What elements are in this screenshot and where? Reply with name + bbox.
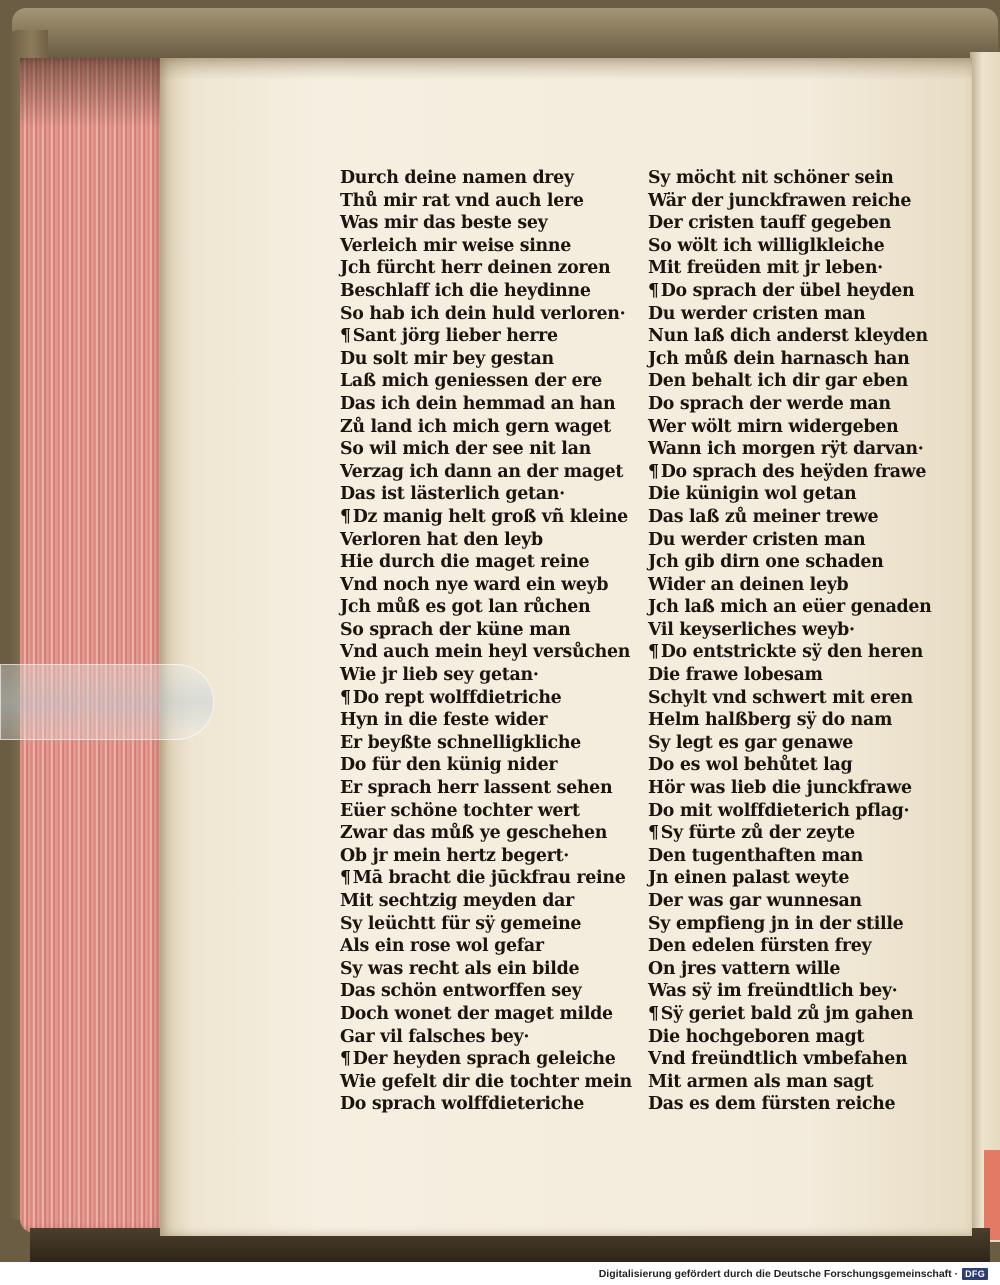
verse-text: Sy fürte zů der zeyte [660, 823, 855, 844]
verse-text: Sant jörg lieber herre [352, 326, 558, 347]
verse-line [340, 732, 640, 755]
verse-line [648, 506, 938, 529]
verse-line [340, 777, 640, 800]
verse-text: Sy was recht als ein bilde [340, 958, 580, 979]
verse-text: Verzag ich dann an der maget [340, 461, 624, 482]
verse-line [340, 574, 640, 597]
verse-text: Die künigin wol getan [648, 484, 857, 505]
verse-text: Jch můß dein harnasch han [648, 348, 910, 369]
verse-text: Verleich mir weise sinne [340, 235, 572, 256]
verse-text: Sy möcht nit schöner sein [648, 168, 894, 188]
verse-line [340, 551, 640, 574]
paragraph-mark-icon: ¶ [648, 823, 659, 844]
verse-line [340, 416, 640, 439]
page-edges [20, 58, 168, 1233]
verse-text: So wölt ich williglkleiche [648, 235, 885, 256]
verse-line [340, 913, 640, 936]
verse-text: Was sÿ im freündtlich bey· [648, 981, 898, 1002]
verse-line [340, 325, 640, 348]
verse-text: So sprach der küne man [340, 619, 571, 640]
verse-line [340, 641, 640, 664]
verse-line [648, 958, 938, 981]
verse-line [648, 393, 938, 416]
verse-line [340, 1003, 640, 1026]
verse-text: Gar vil falsches bey· [340, 1026, 530, 1047]
verse-text: Mit armen als man sagt [648, 1071, 874, 1092]
verse-line [648, 1071, 938, 1094]
verse-text: Laß mich geniessen der ere [340, 371, 602, 392]
verse-line [648, 709, 938, 732]
verse-text: Du solt mir bey gestan [340, 348, 554, 369]
verse-text: Das schön entworffen sey [340, 981, 582, 1002]
verse-text: Wie jr lieb sey getan· [340, 665, 539, 686]
verse-line [648, 822, 938, 845]
verse-line [648, 348, 938, 371]
verse-text: Du werder cristen man [648, 529, 866, 550]
verse-line [340, 280, 640, 303]
verse-text: Beschlaff ich die heydinne [340, 280, 591, 301]
verse-text: Den edelen fürsten frey [648, 936, 872, 957]
verse-text: Do sprach der werde man [648, 393, 891, 414]
digitization-credit [599, 1266, 988, 1282]
verse-text: Mā bracht die jūckfrau reine [352, 868, 626, 889]
verse-text: Nun laß dich anderst kleyden [648, 326, 928, 347]
verse-text: Wie gefelt dir die tochter mein [340, 1071, 632, 1092]
verse-line [648, 935, 938, 958]
verse-text: Er sprach herr lassent sehen [340, 778, 613, 799]
verse-line [340, 1071, 640, 1094]
text-column-left [340, 167, 640, 1116]
verse-line [340, 619, 640, 642]
verse-text: Der cristen tauff gegeben [648, 213, 892, 234]
verse-line [648, 777, 938, 800]
verse-text: Do sprach des heÿden frawe [660, 461, 927, 482]
verse-text: Der was gar wunnesan [648, 891, 862, 911]
verse-text: Das es dem fürsten reiche [648, 1094, 896, 1115]
verse-text: Mit freüden mit jr leben· [648, 258, 883, 279]
verse-text: Sy legt es gar genawe [648, 732, 854, 753]
verse-line [340, 664, 640, 687]
verse-text: Zů land ich mich gern waget [340, 416, 611, 437]
verse-line [648, 980, 938, 1003]
verse-line [340, 596, 640, 619]
verse-line [648, 1003, 938, 1026]
verse-line [340, 438, 640, 461]
verse-line [648, 551, 938, 574]
verse-text: Du werder cristen man [648, 303, 866, 324]
page-weight [0, 664, 214, 740]
verse-line [648, 687, 938, 710]
verse-line [648, 257, 938, 280]
verse-line [340, 303, 640, 326]
verse-text: Do mit wolffdieterich pflag· [648, 800, 910, 821]
verse-line [340, 800, 640, 823]
verse-line [648, 619, 938, 642]
verse-line [340, 1093, 640, 1116]
verse-text: Den tugenthaften man [648, 845, 863, 866]
verse-text: Dz manig helt groß vñ kleine [352, 506, 628, 527]
verse-line [648, 303, 938, 326]
verse-line [648, 1048, 938, 1071]
paragraph-mark-icon: ¶ [648, 280, 659, 301]
verse-line [340, 461, 640, 484]
verse-text: Do sprach wolffdieteriche [340, 1094, 585, 1115]
verse-text: Als ein rose wol gefar [340, 936, 544, 957]
verse-text: Sy leüchtt für sÿ gemeine [340, 913, 582, 934]
verse-text: Das laß zů meiner trewe [648, 506, 879, 527]
verse-text: On jres vattern wille [648, 958, 841, 979]
verse-text: Do es wol behůtet lag [648, 755, 853, 776]
verse-line [340, 483, 640, 506]
verse-text: Jch můß es got lan růchen [340, 597, 591, 618]
verse-line [648, 754, 938, 777]
verse-line [648, 212, 938, 235]
paragraph-mark-icon: ¶ [648, 1003, 659, 1024]
verse-text: Ob jr mein hertz begert· [340, 845, 569, 866]
verse-text: Hie durch die maget reine [340, 552, 590, 573]
verse-line [340, 1048, 640, 1071]
verse-text: Jch laß mich an eüer genaden [648, 597, 932, 618]
verse-line [648, 483, 938, 506]
verse-text: Das ist lästerlich getan· [340, 484, 565, 505]
verse-text: Doch wonet der maget milde [340, 1003, 613, 1024]
verse-line [648, 641, 938, 664]
verse-line [340, 257, 640, 280]
verse-line [340, 867, 640, 890]
verse-line [648, 167, 938, 190]
facing-page-edge [970, 52, 1000, 1242]
verse-text: Durch deine namen drey [340, 168, 574, 188]
verse-text: Do für den künig nider [340, 755, 558, 776]
verse-line [340, 845, 640, 868]
verse-text: Do sprach der übel heyden [660, 280, 915, 301]
verse-line [648, 370, 938, 393]
paragraph-mark-icon: ¶ [648, 461, 659, 482]
verse-line [648, 529, 938, 552]
verse-text: Jch fürcht herr deinen zoren [340, 258, 611, 279]
verse-text: Do entstrickte sÿ den heren [660, 642, 923, 663]
verse-text: Wär der junckfrawen reiche [648, 190, 912, 211]
verse-text: So hab ich dein huld verloren· [340, 303, 626, 324]
verse-line [340, 822, 640, 845]
paragraph-mark-icon: ¶ [340, 868, 351, 889]
verse-text: Mit sechtzig meyden dar [340, 891, 574, 911]
verse-text: Vil keyserliches weyb· [648, 619, 855, 640]
verse-line [340, 348, 640, 371]
verse-text: Vnd auch mein heyl versůchen [340, 642, 631, 663]
verse-line [648, 1093, 938, 1116]
paragraph-mark-icon: ¶ [340, 326, 351, 347]
verse-text: Die frawe lobesam [648, 665, 823, 686]
paragraph-mark-icon: ¶ [648, 642, 659, 663]
verse-line [648, 461, 938, 484]
verse-line [340, 958, 640, 981]
verse-text: Sÿ geriet bald zů jm gahen [660, 1003, 914, 1024]
verse-line [340, 212, 640, 235]
verse-line [340, 529, 640, 552]
verse-text: Was mir das beste sey [340, 213, 548, 234]
verse-line [648, 416, 938, 439]
verse-line [648, 596, 938, 619]
verse-line [340, 370, 640, 393]
verse-text: Schylt vnd schwert mit eren [648, 687, 913, 708]
verse-line [648, 845, 938, 868]
verse-text: Hyn in die feste wider [340, 710, 548, 731]
verse-line [648, 732, 938, 755]
verse-line [340, 754, 640, 777]
verse-text: Jn einen palast weyte [648, 868, 850, 889]
verse-text: Sy empfieng jn in der stille [648, 913, 904, 934]
verse-text: Eüer schöne tochter wert [340, 800, 580, 821]
verse-text: Der heyden sprach geleiche [352, 1049, 616, 1070]
verse-line [648, 664, 938, 687]
verse-text: Thů mir rat vnd auch lere [340, 190, 584, 211]
verse-text: Das ich dein hemmad an han [340, 393, 616, 414]
verse-text: Do rept wolffdietriche [352, 687, 562, 708]
verse-line [648, 325, 938, 348]
verse-text: Die hochgeboren magt [648, 1026, 865, 1047]
credit-text: Digitalisierung gefördert durch die Deutsche Forschungsgemeinschaft · [598, 1268, 959, 1280]
paragraph-mark-icon: ¶ [340, 506, 351, 527]
verse-line [340, 1026, 640, 1049]
verse-text: Wer wölt mirn widergeben [648, 416, 899, 437]
verse-text: Zwar das můß ye geschehen [340, 823, 608, 844]
verse-text: Er beyßte schnelligkliche [340, 732, 581, 753]
verse-line [340, 235, 640, 258]
verse-line [648, 574, 938, 597]
verse-line [340, 167, 640, 190]
verse-line [340, 687, 640, 710]
verse-line [340, 709, 640, 732]
verse-line [648, 913, 938, 936]
verse-line [340, 393, 640, 416]
page-edges-shadow [20, 58, 168, 128]
verse-text: Helm halßberg sÿ do nam [648, 710, 893, 731]
text-column-right [648, 167, 938, 1116]
verse-text: Den behalt ich dir gar eben [648, 371, 909, 392]
verse-line [648, 867, 938, 890]
verse-text: Verloren hat den leyb [340, 529, 543, 550]
paragraph-mark-icon: ¶ [340, 1049, 351, 1070]
paragraph-mark-icon: ¶ [340, 687, 351, 708]
verse-text: So wil mich der see nit lan [340, 439, 591, 460]
dfg-logo-icon: DFG [962, 1268, 988, 1280]
verse-line [648, 438, 938, 461]
verse-line [340, 980, 640, 1003]
verse-line [648, 890, 938, 913]
verse-text: Vnd freündtlich vmbefahen [648, 1049, 908, 1070]
verse-text: Jch gib dirn one schaden [648, 552, 884, 573]
verse-line [648, 800, 938, 823]
verse-line [340, 190, 640, 213]
verse-line [340, 506, 640, 529]
verse-text: Vnd noch nye ward ein weyb [340, 574, 609, 595]
verse-text: Hör was lieb die junckfrawe [648, 778, 912, 799]
verse-line [340, 890, 640, 913]
verse-text: Wann ich morgen rÿt darvan· [648, 439, 924, 460]
page-top-shadow [160, 58, 972, 80]
verse-line [648, 190, 938, 213]
verse-line [648, 235, 938, 258]
verse-text: Wider an deinen leyb [648, 574, 849, 595]
verse-line [648, 1026, 938, 1049]
verse-line [340, 935, 640, 958]
facing-page-red-edge [984, 1150, 1000, 1240]
verse-line [648, 280, 938, 303]
